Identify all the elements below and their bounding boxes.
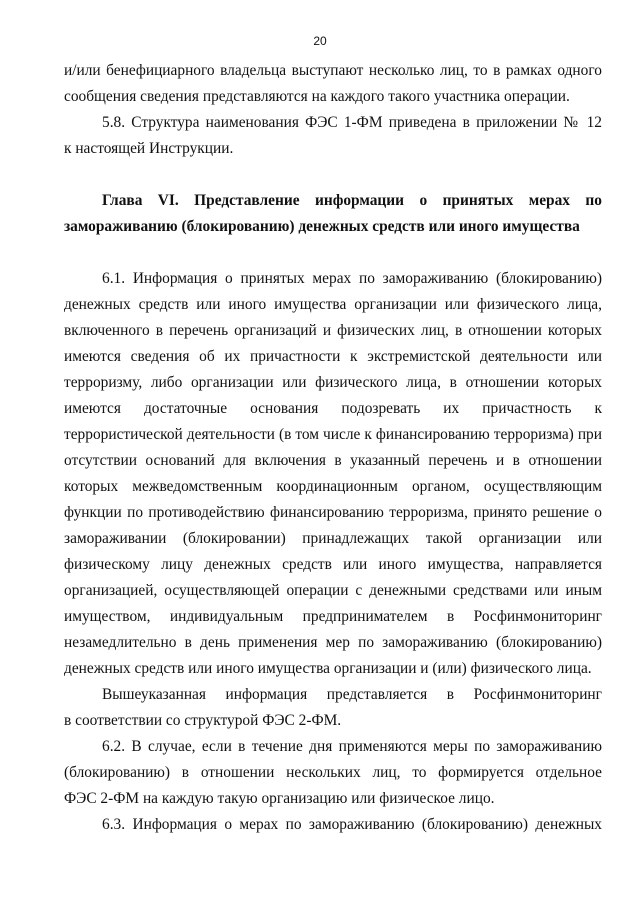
text-line: организацией, осуществляющей операции с денежными средствами или иным <box>64 582 602 599</box>
text-line: террористической деятельности (в том числе к финансированию терроризма) при <box>64 426 602 443</box>
text-line: 6.2. В случае, если в течение дня применяются меры по замораживанию <box>102 738 602 755</box>
paragraph-6-3 <box>64 812 602 838</box>
spacer <box>64 240 602 266</box>
heading-line: Глава VI. Представление информации о принятых мерах по <box>102 192 602 209</box>
page-number: 20 <box>313 34 327 48</box>
text-line: и/или бенефициарного владельца выступают несколько лиц, то в рамках одного <box>64 62 602 79</box>
text-line: (блокированию) в отношении нескольких лиц, то формируется отдельное <box>64 764 602 781</box>
paragraph-5-8 <box>64 110 602 162</box>
text-line: которых межведомственным координационным органом, осуществляющим <box>64 478 602 495</box>
document-body <box>64 58 602 838</box>
text-line: отсутствии оснований для включения в указанный перечень и в отношении <box>64 452 602 469</box>
text-line: замораживании (блокировании) принадлежащих такой организации или <box>64 530 602 547</box>
text-line: включенного в перечень организаций и физических лиц, в отношении которых <box>64 322 602 339</box>
text-line: к настоящей Инструкции. <box>64 140 234 157</box>
paragraph-above-mentioned <box>64 682 602 734</box>
text-line: терроризму, либо организации или физического лица, в отношении которых <box>64 374 602 391</box>
text-line: 6.1. Информация о принятых мерах по замораживанию (блокированию) <box>102 270 602 287</box>
text-line: денежных средств или иного имущества организации и (или) физического лица. <box>64 660 592 677</box>
text-line: сообщения сведения представляются на каждого такого участника операции. <box>64 88 570 105</box>
text-line: имеются сведения об их причастности к экстремистской деятельности или <box>64 348 602 365</box>
text-line: денежных средств или иного имущества организации или физического лица, <box>64 296 602 313</box>
text-line: незамедлительно в день применения мер по замораживанию (блокированию) <box>64 634 602 651</box>
text-line: ФЭС 2-ФМ на каждую такую организацию или физическое лицо. <box>64 790 495 807</box>
text-line: 5.8. Структура наименования ФЭС 1-ФМ приведена в приложении № 12 <box>102 114 602 131</box>
text-line: физическому лицу денежных средств или иного имущества, направляется <box>64 556 602 573</box>
text-line: имуществом, индивидуальным предпринимателем в Росфинмониторинг <box>64 608 602 625</box>
text-line: в соответствии со структурой ФЭС 2-ФМ. <box>64 712 342 729</box>
text-line: Вышеуказанная информация представляется в Росфинмониторинг <box>102 686 602 703</box>
text-line: функции по противодействию финансированию терроризма, принято решение о <box>64 504 602 521</box>
spacer <box>64 162 602 188</box>
chapter-heading <box>64 188 602 240</box>
text-line: имеются достаточные основания подозревать их причастность к <box>64 400 602 417</box>
paragraph-6-2 <box>64 734 602 812</box>
paragraph-6-1 <box>64 266 602 682</box>
heading-line: замораживанию (блокированию) денежных средств или иного имущества <box>64 218 580 235</box>
text-line: 6.3. Информация о мерах по замораживанию (блокированию) денежных <box>102 816 602 833</box>
paragraph-intro <box>64 58 602 110</box>
